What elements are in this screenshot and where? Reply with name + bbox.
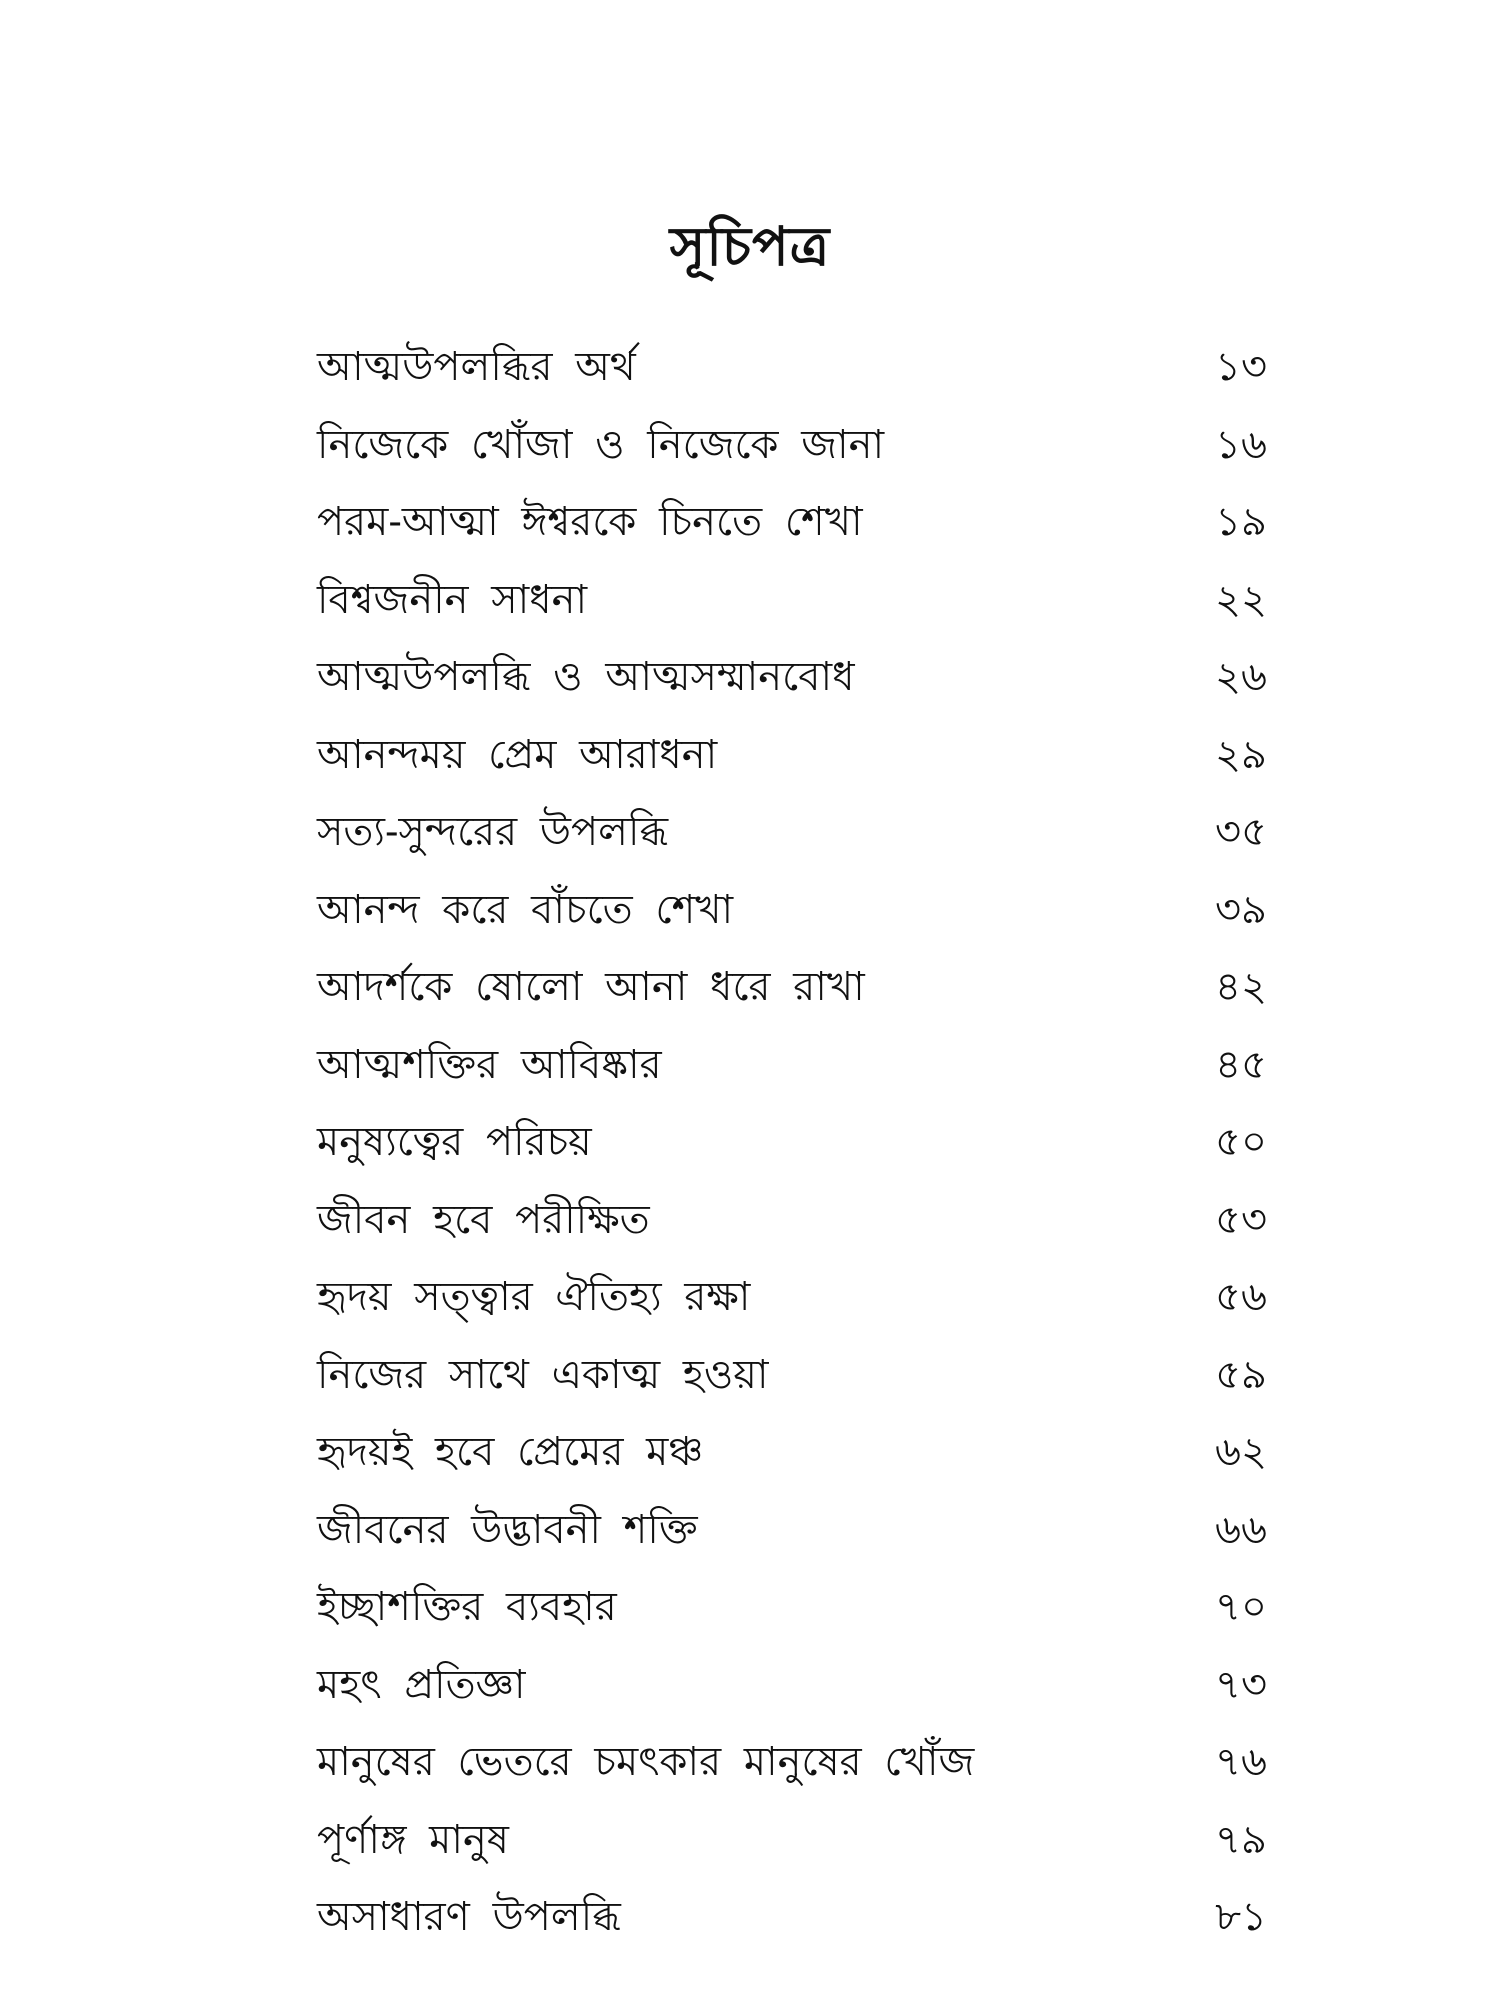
toc-entry-title: হৃদয় সত্ত্বার ঐতিহ্য রক্ষা <box>317 1274 751 1321</box>
toc-entry <box>317 795 1267 873</box>
toc-entry <box>317 485 1267 563</box>
toc-entry <box>317 1493 1267 1571</box>
toc-entry <box>317 718 1267 796</box>
toc-entry-title: পরম-আত্মা ঈশ্বরকে চিনতে শেখা <box>317 499 863 546</box>
toc-entry-page-number: ১৬ <box>1215 421 1267 468</box>
toc-entry <box>317 640 1267 718</box>
toc-entry-page-number: ৬২ <box>1214 1429 1267 1476</box>
toc-entry-page-number: ৮১ <box>1215 1894 1267 1941</box>
toc-entry-page-number: ৫০ <box>1215 1119 1267 1166</box>
toc-entry-page-number: ২২ <box>1214 576 1267 623</box>
toc-entry-title: সত্য-সুন্দরের উপলব্ধি <box>317 809 669 856</box>
toc-entry-title: নিজের সাথে একাত্ম হওয়া <box>317 1351 769 1398</box>
toc-entry <box>317 1415 1267 1493</box>
toc-entry-page-number: ৭৯ <box>1215 1816 1267 1863</box>
toc-entry <box>317 1105 1267 1183</box>
toc-entry-page-number: ৩৫ <box>1215 809 1267 856</box>
toc-entry-title: মহৎ প্রতিজ্ঞা <box>317 1661 526 1708</box>
toc-entry <box>317 1028 1267 1106</box>
toc-entry <box>317 1803 1267 1881</box>
toc-entry-title: আত্মউপলব্ধি ও আত্মসম্মানবোধ <box>317 654 855 701</box>
toc-entry-title: আদর্শকে ষোলো আনা ধরে রাখা <box>317 964 865 1011</box>
toc-entry <box>317 1183 1267 1261</box>
toc-entry <box>317 1648 1267 1726</box>
table-of-contents <box>317 330 1267 1958</box>
toc-entry-title: মানুষের ভেতরে চমৎকার মানুষের খোঁজ <box>317 1739 975 1786</box>
toc-entry-page-number: ৭৬ <box>1214 1739 1267 1786</box>
toc-entry <box>317 563 1267 641</box>
toc-entry-page-number: ৬৬ <box>1214 1506 1267 1553</box>
toc-entry-title: ইচ্ছাশক্তির ব্যবহার <box>317 1584 617 1631</box>
toc-entry <box>317 1880 1267 1958</box>
toc-entry-page-number: ১৩ <box>1215 344 1267 391</box>
toc-entry <box>317 1260 1267 1338</box>
toc-entry <box>317 1338 1267 1416</box>
toc-entry-page-number: ২৬ <box>1214 654 1267 701</box>
toc-entry-page-number: ৫৩ <box>1215 1196 1267 1243</box>
toc-entry-title: জীবনের উদ্ভাবনী শক্তি <box>317 1506 698 1553</box>
toc-entry-page-number: ৫৯ <box>1215 1351 1267 1398</box>
toc-entry <box>317 950 1267 1028</box>
toc-entry <box>317 1725 1267 1803</box>
toc-entry <box>317 1570 1267 1648</box>
toc-entry-page-number: ৭০ <box>1214 1584 1267 1631</box>
toc-entry-page-number: ৫৬ <box>1215 1274 1267 1321</box>
toc-entry <box>317 330 1267 408</box>
toc-entry-page-number: ২৯ <box>1215 731 1267 778</box>
toc-entry-page-number: ৪২ <box>1215 964 1267 1011</box>
toc-entry-title: জীবন হবে পরীক্ষিত <box>317 1196 650 1243</box>
toc-entry-title: আত্মউপলব্ধির অর্থ <box>317 344 636 391</box>
toc-entry-page-number: ৪৫ <box>1215 1041 1267 1088</box>
toc-entry <box>317 408 1267 486</box>
toc-entry-title: আনন্দ করে বাঁচতে শেখা <box>317 886 734 933</box>
toc-entry-title: অসাধারণ উপলব্ধি <box>317 1894 621 1941</box>
toc-entry-title: আত্মশক্তির আবিষ্কার <box>317 1041 662 1088</box>
toc-entry-title: নিজেকে খোঁজা ও নিজেকে জানা <box>317 421 885 468</box>
page-title: সূচিপত্র <box>669 214 831 278</box>
toc-entry-title: হৃদয়ই হবে প্রেমের মঞ্চ <box>317 1429 704 1476</box>
toc-entry-title: আনন্দময় প্রেম আরাধনা <box>317 731 718 778</box>
toc-entry-title: মনুষ্যত্বের পরিচয় <box>317 1119 592 1166</box>
toc-entry-page-number: ১৯ <box>1215 499 1267 546</box>
toc-entry-page-number: ৩৯ <box>1215 886 1267 933</box>
toc-entry <box>317 873 1267 951</box>
toc-entry-page-number: ৭৩ <box>1214 1661 1267 1708</box>
toc-entry-title: বিশ্বজনীন সাধনা <box>317 576 588 623</box>
toc-entry-title: পূর্ণাঙ্গ মানুষ <box>317 1816 509 1863</box>
